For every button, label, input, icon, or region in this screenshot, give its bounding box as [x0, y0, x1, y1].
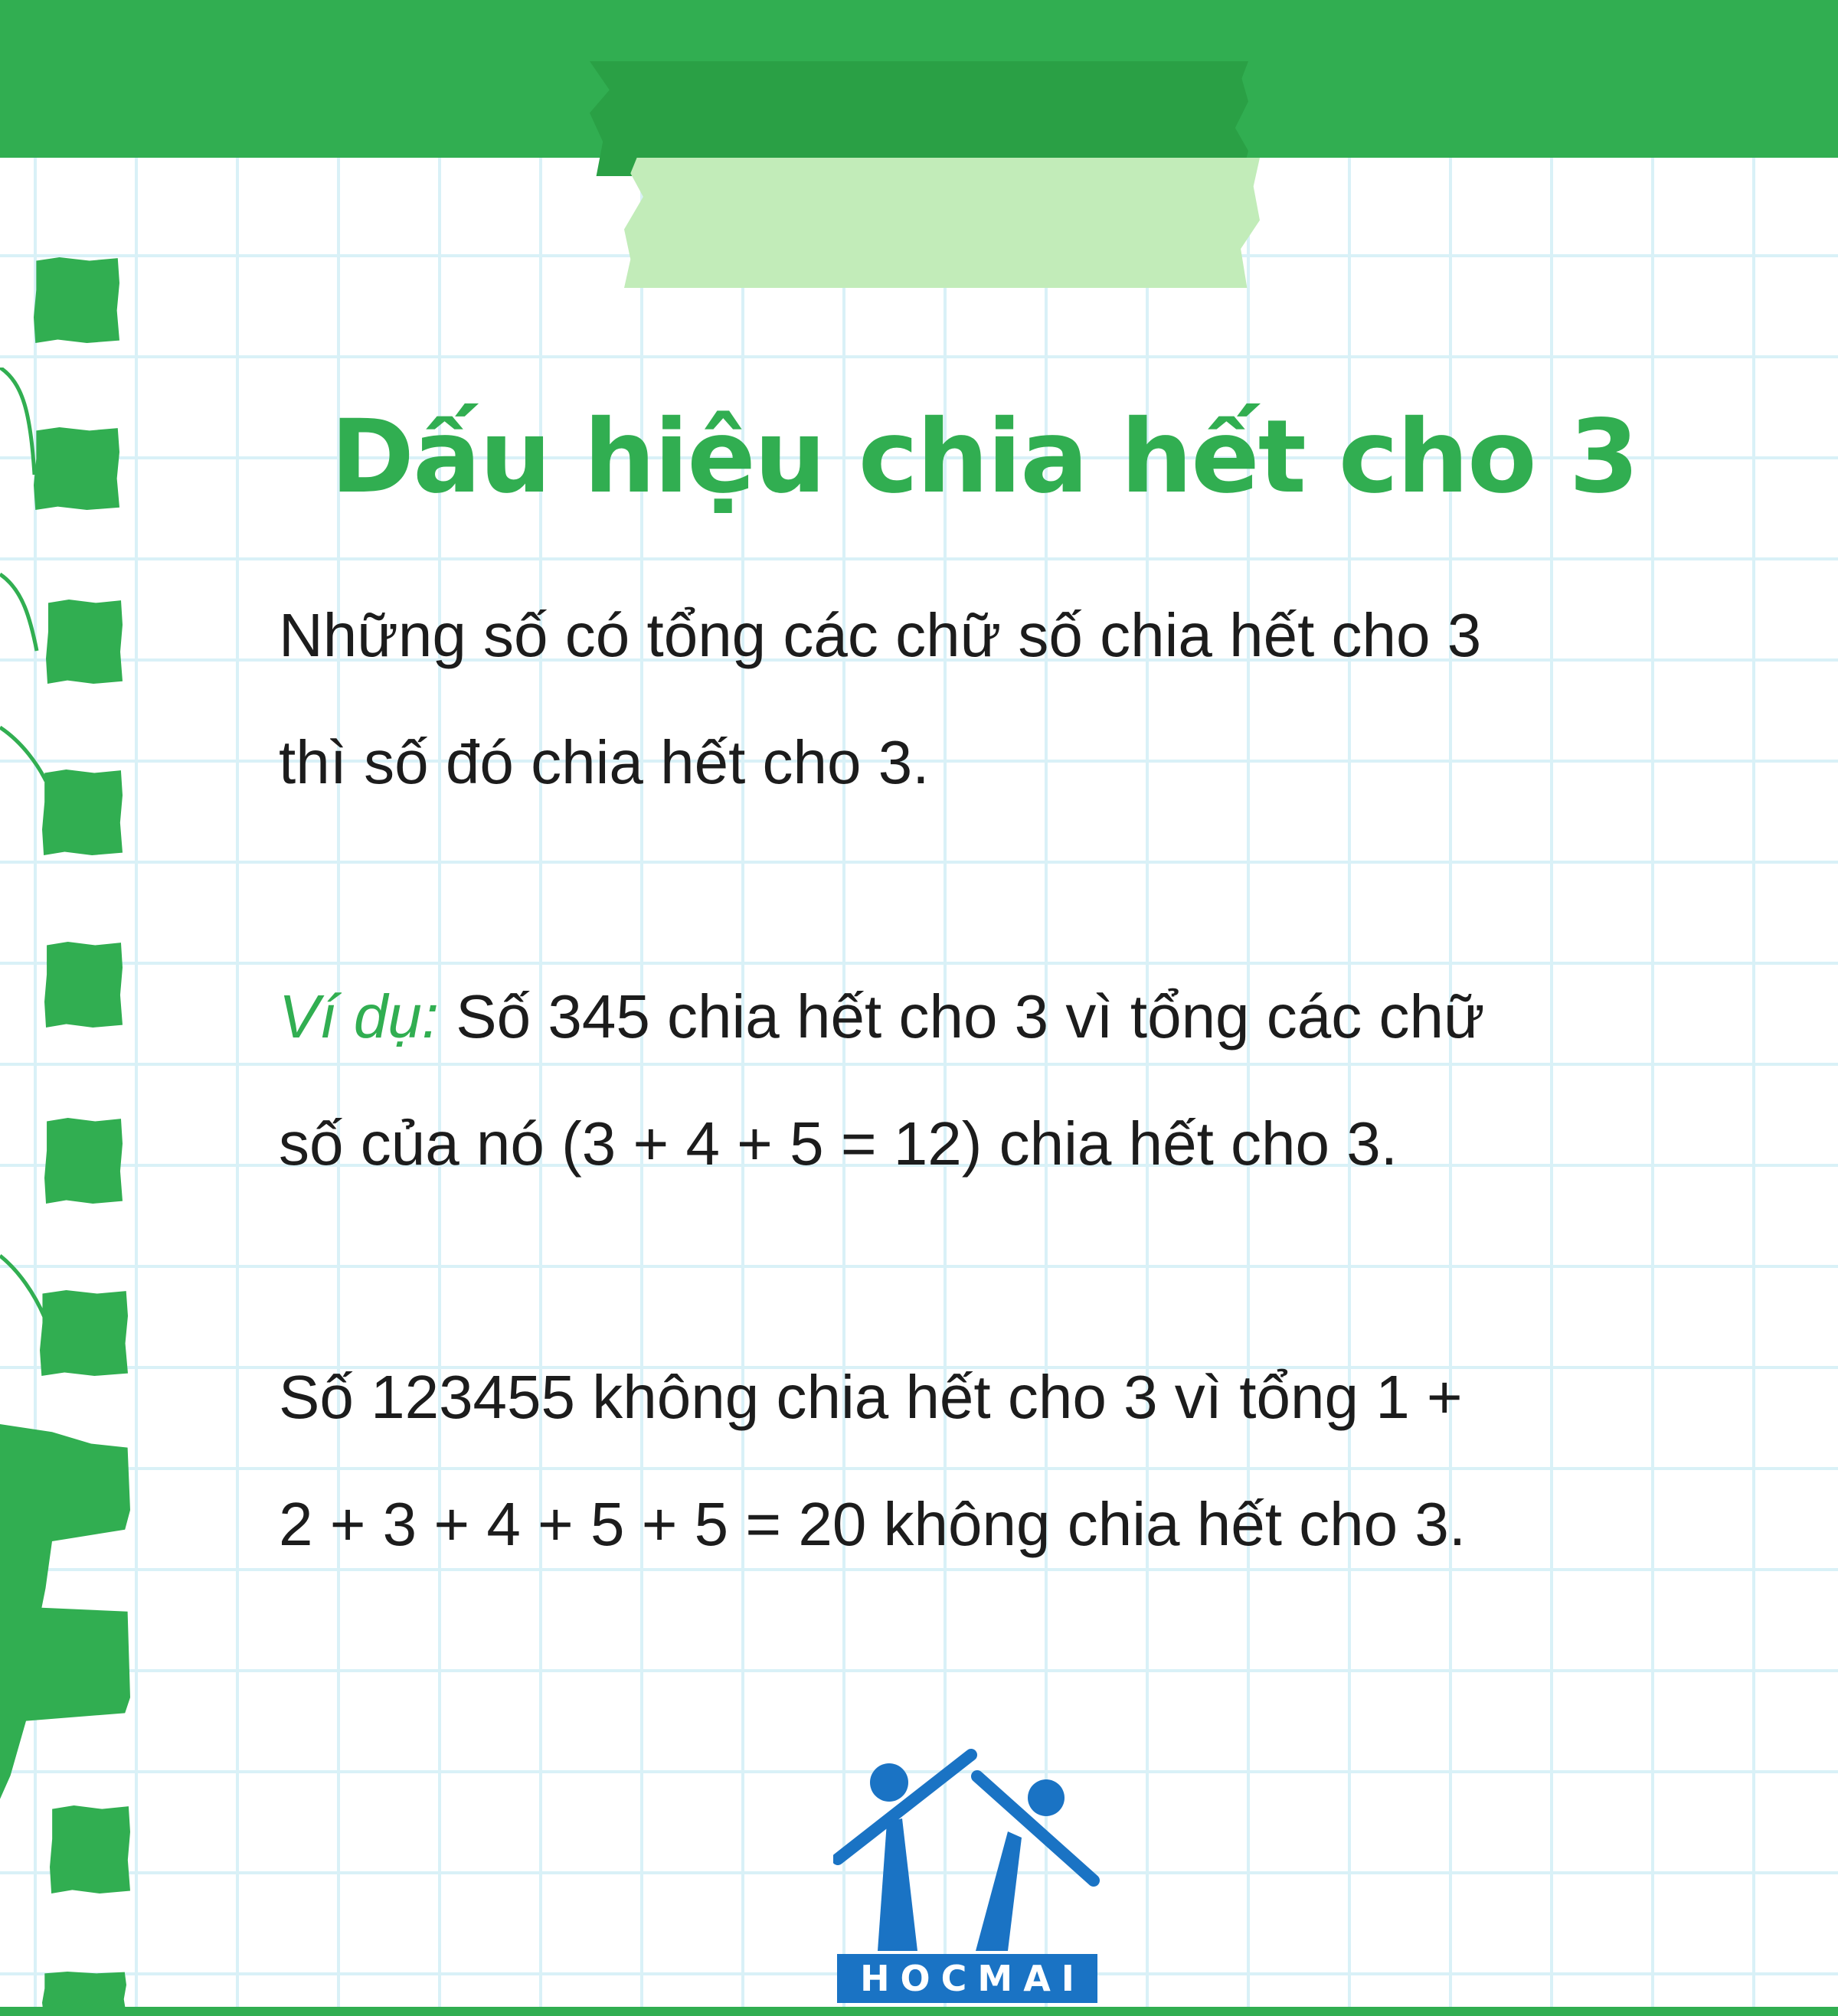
rule-line-2: thì số đó chia hết cho 3.	[279, 728, 930, 796]
counter-example-paragraph	[279, 1334, 1673, 1588]
example-label: Ví dụ:	[279, 982, 440, 1050]
example-line-2: số của nó (3 + 4 + 5 = 12) chia hết cho 3.	[279, 1109, 1398, 1178]
binding-tab	[34, 257, 119, 343]
counter-example-line-1: Số 123455 không chia hết cho 3 vì tổng 1 +	[279, 1363, 1463, 1431]
hocmai-logo	[833, 1746, 1101, 2006]
binding-tab	[50, 1805, 130, 1893]
torn-paper-edge	[0, 1424, 130, 1815]
tape-light-strip	[624, 158, 1260, 288]
binding-thread	[0, 368, 92, 1363]
page-title: Dấu hiệu chia hết cho 3	[330, 398, 1638, 516]
bottom-border	[0, 2007, 1838, 2016]
rule-line-1: Những số có tổng các chữ số chia hết cho 3	[279, 601, 1482, 669]
example-line-1: Số 345 chia hết cho 3 vì tổng các chữ	[439, 982, 1485, 1050]
example-paragraph	[279, 953, 1673, 1207]
logo-text: HOCMAI	[837, 1954, 1097, 2003]
counter-example-line-2: 2 + 3 + 4 + 5 + 5 = 20 không chia hết cho 3.	[279, 1490, 1467, 1558]
rule-paragraph	[279, 572, 1673, 826]
two-people-roof-icon	[833, 1746, 1101, 1960]
